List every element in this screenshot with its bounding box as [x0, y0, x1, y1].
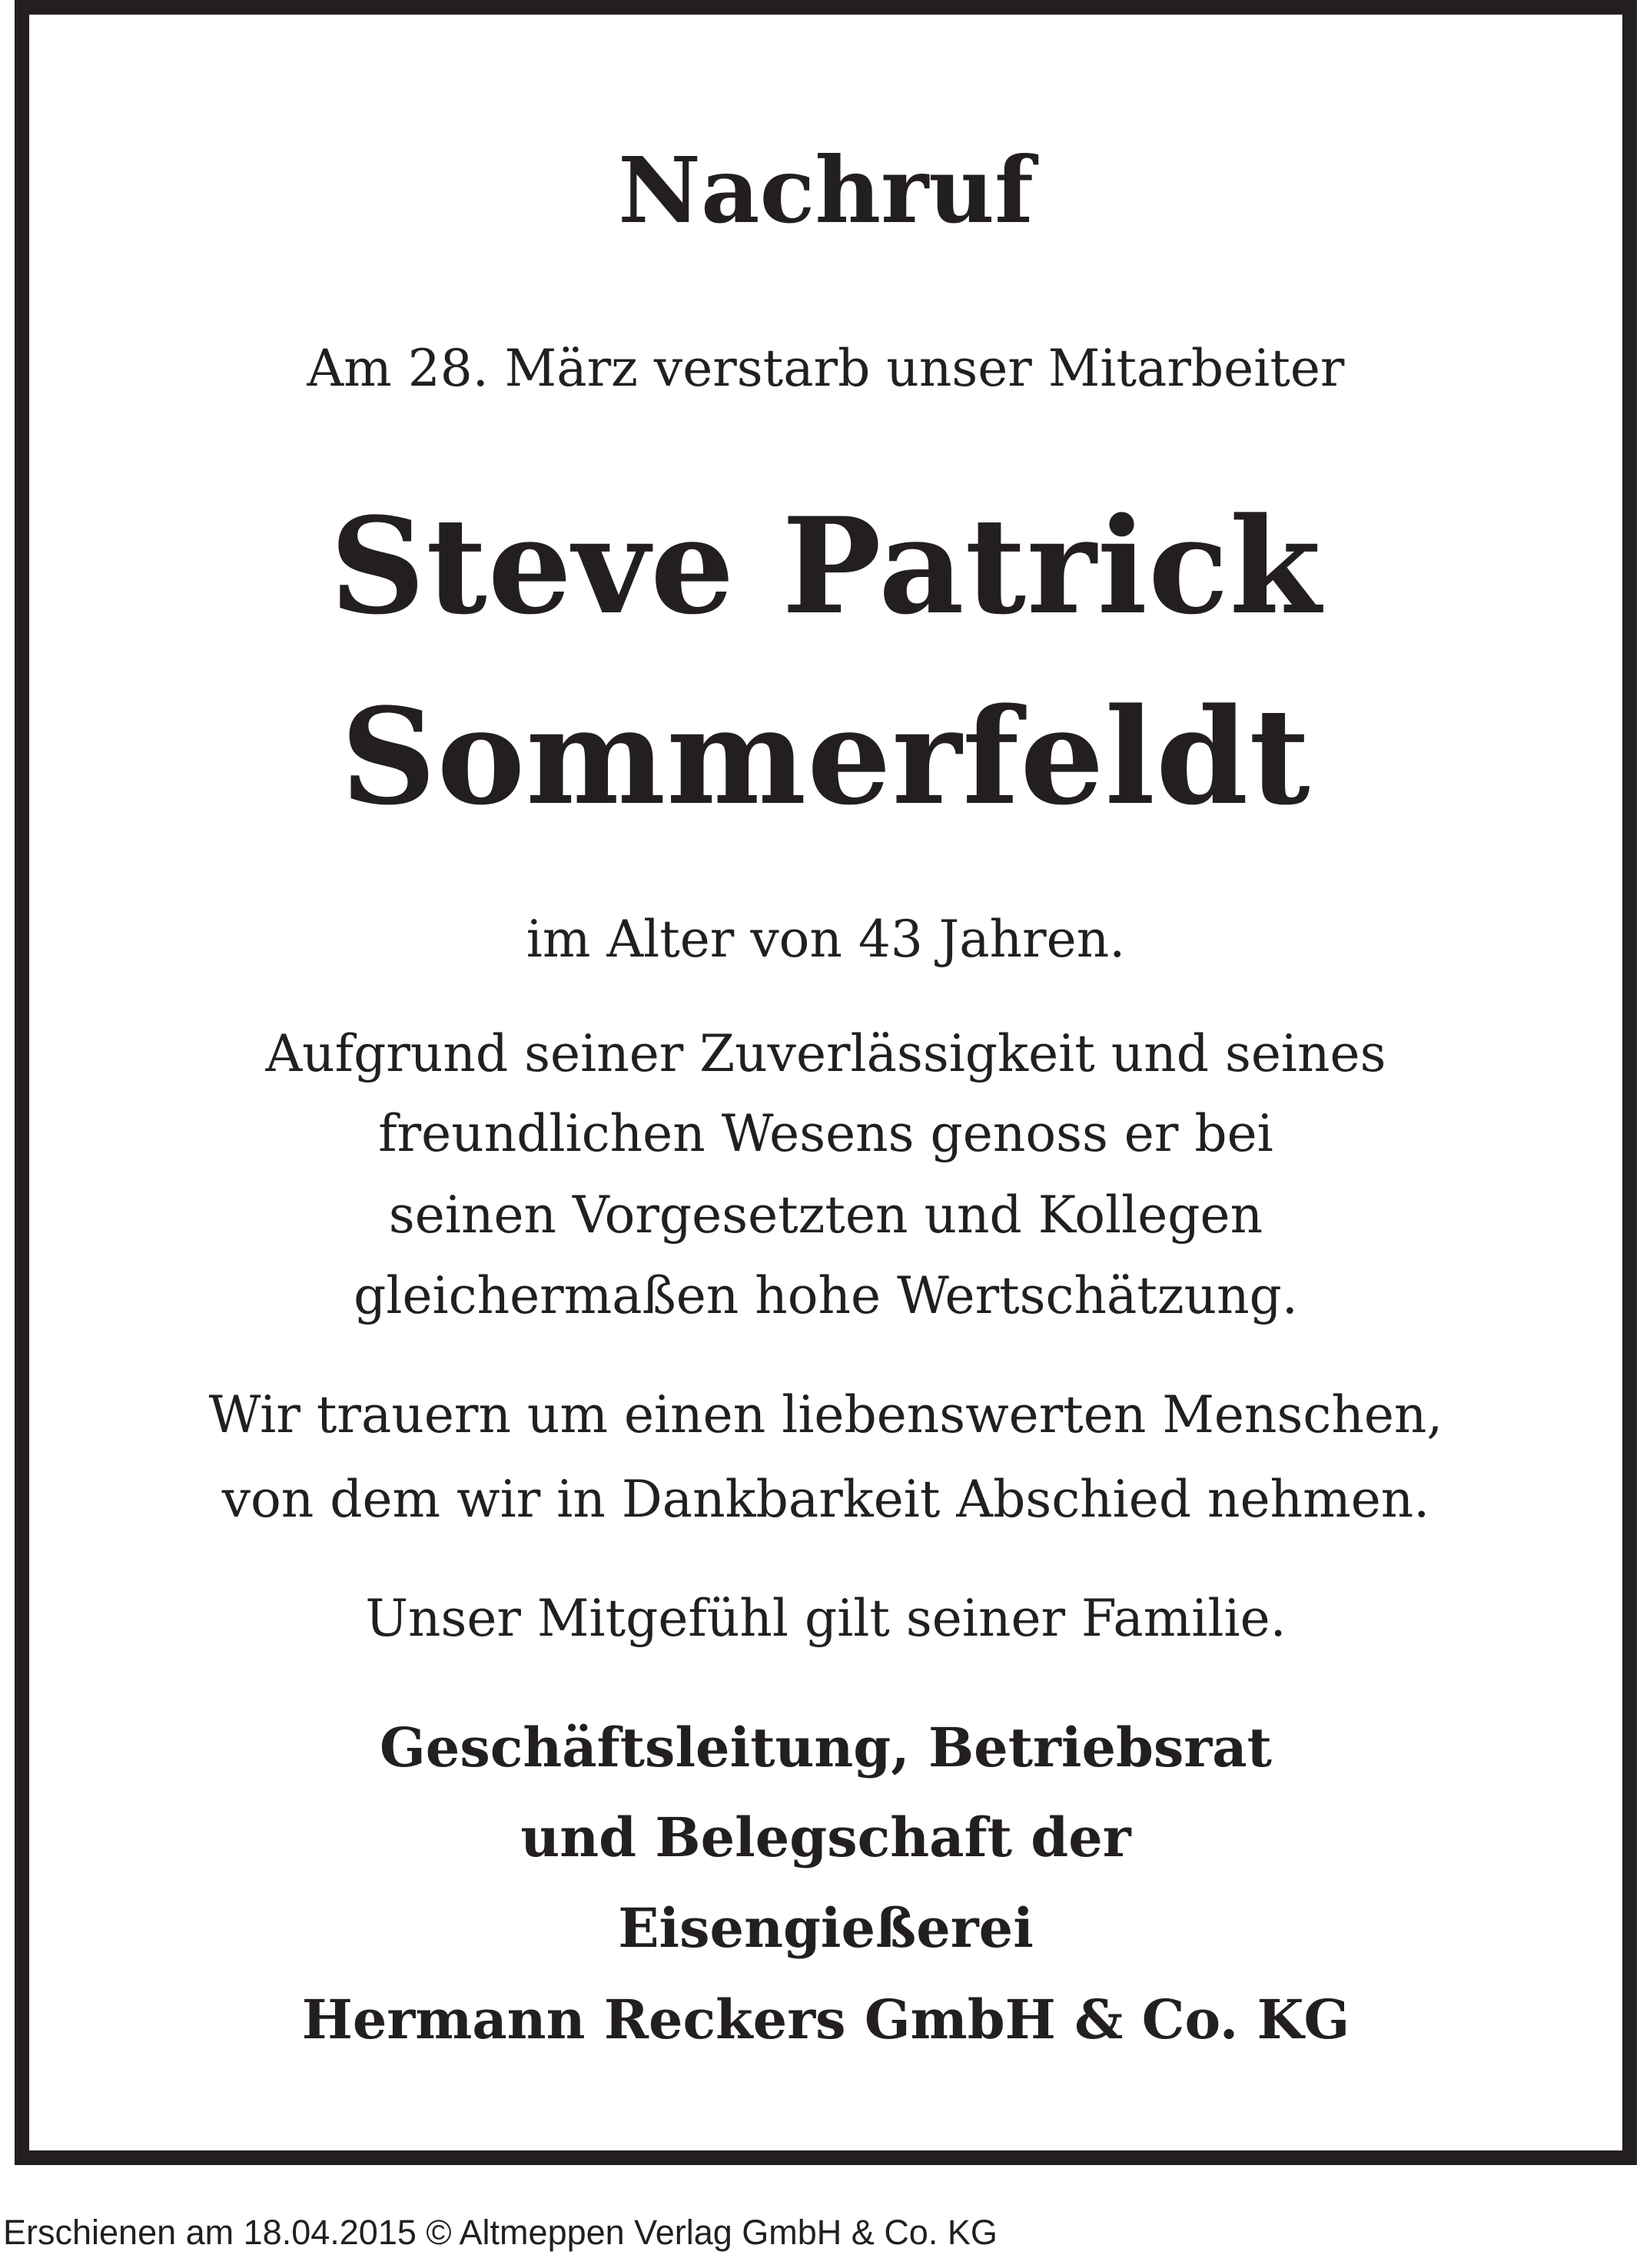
tribute-line: freundlichen Wesens genoss er bei: [378, 1104, 1273, 1163]
notice-intro: Am 28. März verstarb unser Mitarbeiter: [307, 339, 1345, 398]
tribute-line: seinen Vorgesetzten und Kollegen: [388, 1185, 1263, 1245]
notice-title: Nachruf: [618, 137, 1034, 244]
mourning-line: von dem wir in Dankbarkeit Abschied nehmen.: [221, 1470, 1430, 1529]
tribute-line: gleichermaßen hohe Wertschätzung.: [354, 1266, 1298, 1325]
age-text: im Alter von 43 Jahren.: [526, 910, 1126, 969]
signature-line: Eisengießerei: [618, 1896, 1034, 1960]
mourning-line: Wir trauern um einen liebenswerten Menschen,: [208, 1385, 1443, 1444]
deceased-name-last: Sommerfeldt: [340, 678, 1311, 834]
signature-line: und Belegschaft der: [520, 1805, 1131, 1869]
obituary-notice-frame: [15, 0, 1637, 2165]
tribute-line: Aufgrund seiner Zuverlässigkeit und seines: [265, 1024, 1386, 1083]
publication-footer: Erschienen am 18.04.2015 © Altmeppen Verlag GmbH & Co. KG: [3, 2213, 998, 2252]
condolence-text: Unser Mitgefühl gilt seiner Familie.: [365, 1589, 1286, 1648]
signature-line: Geschäftsleitung, Betriebsrat: [380, 1716, 1272, 1779]
signature-line: Hermann Reckers GmbH & Co. KG: [301, 1988, 1350, 2051]
deceased-name-first: Steve Patrick: [330, 488, 1322, 644]
